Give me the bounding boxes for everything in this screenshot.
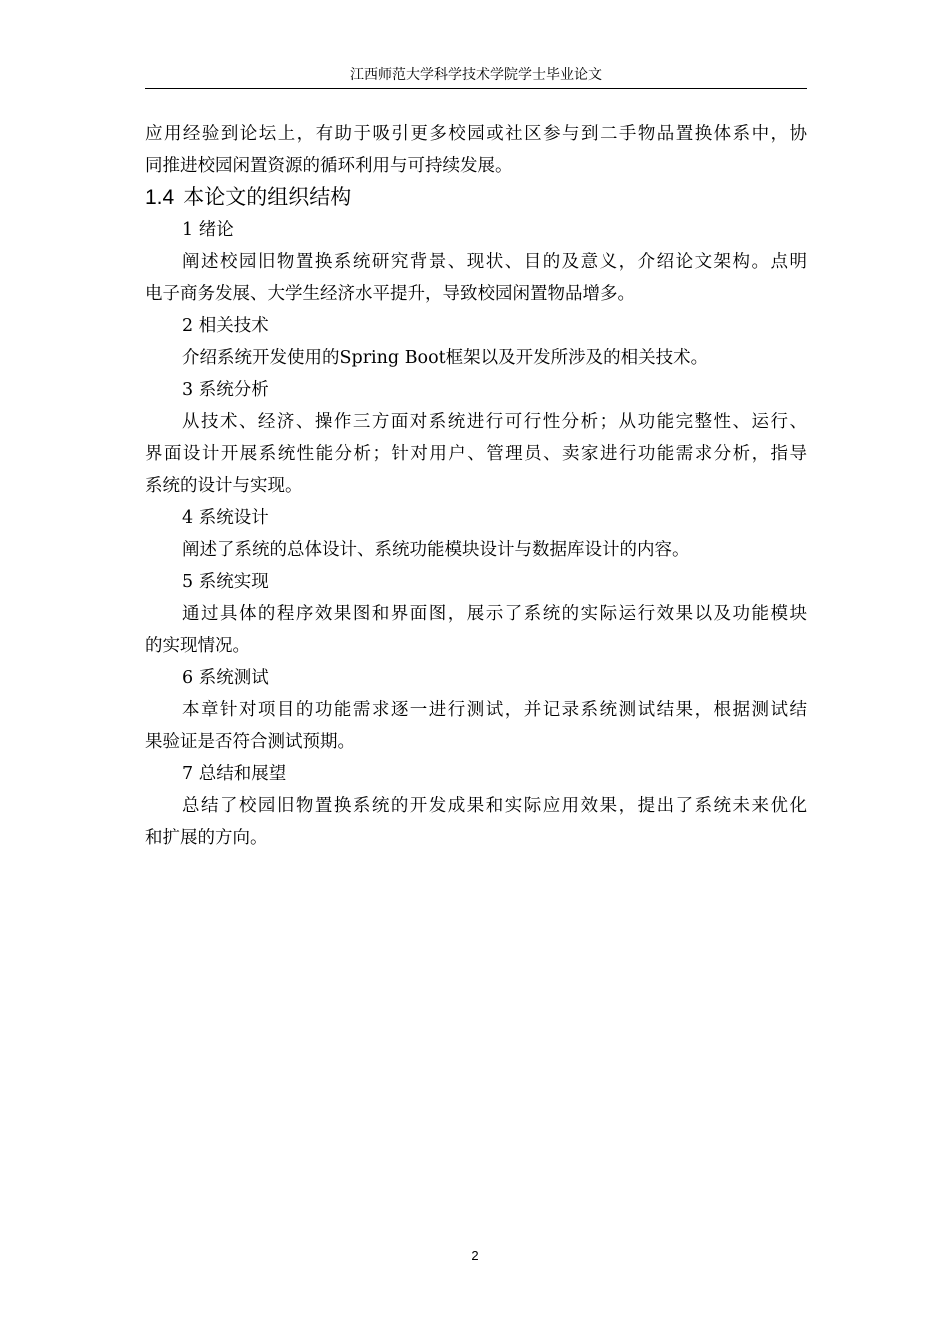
chapter-heading: 7 总结和展望: [182, 764, 287, 784]
body-line: 电子商务发展、大学生经济水平提升，导致校园闲置物品增多。: [145, 284, 635, 304]
body-line: 界面设计开展系统性能分析；针对用户、管理员、卖家进行功能需求分析，指导: [145, 444, 807, 464]
section-title: 本论文的组织结构: [183, 186, 352, 209]
body-line: 介绍系统开发使用的Spring Boot框架以及开发所涉及的相关技术。: [182, 348, 709, 368]
chapter-heading: 2 相关技术: [182, 316, 269, 336]
chapter-heading: 4 系统设计: [182, 508, 269, 528]
body-line: 同推进校园闲置资源的循环利用与可持续发展。: [145, 156, 513, 176]
body-line: 本章针对项目的功能需求逐一进行测试，并记录系统测试结果，根据测试结: [182, 700, 807, 720]
body-line: 果验证是否符合测试预期。: [145, 732, 355, 752]
body-line: 总结了校园旧物置换系统的开发成果和实际应用效果，提出了系统未来优化: [182, 796, 807, 816]
body-line: 的实现情况。: [145, 636, 250, 656]
chapter-heading: 3 系统分析: [182, 380, 269, 400]
body-line: 从技术、经济、操作三方面对系统进行可行性分析；从功能完整性、运行、: [182, 412, 807, 432]
section-number: 1.4: [145, 186, 175, 209]
body-line: 阐述校园旧物置换系统研究背景、现状、目的及意义，介绍论文架构。点明: [182, 252, 807, 272]
chapter-heading: 1 绪论: [182, 220, 234, 240]
chapter-heading: 5 系统实现: [182, 572, 269, 592]
body-line: 和扩展的方向。: [145, 828, 268, 848]
header-rule: [145, 88, 807, 89]
body-line: 应用经验到论坛上，有助于吸引更多校园或社区参与到二手物品置换体系中，协: [145, 124, 807, 144]
section-heading: [145, 182, 807, 214]
body-line: 通过具体的程序效果图和界面图，展示了系统的实际运行效果以及功能模块: [182, 604, 807, 624]
chapter-heading: 6 系统测试: [182, 668, 269, 688]
body-line: 阐述了系统的总体设计、系统功能模块设计与数据库设计的内容。: [182, 540, 690, 560]
body-line: 系统的设计与实现。: [145, 476, 303, 496]
page-body: [145, 118, 807, 854]
running-header: 江西师范大学科学技术学院学士毕业论文: [350, 67, 602, 83]
page-number: 2: [471, 1248, 479, 1263]
